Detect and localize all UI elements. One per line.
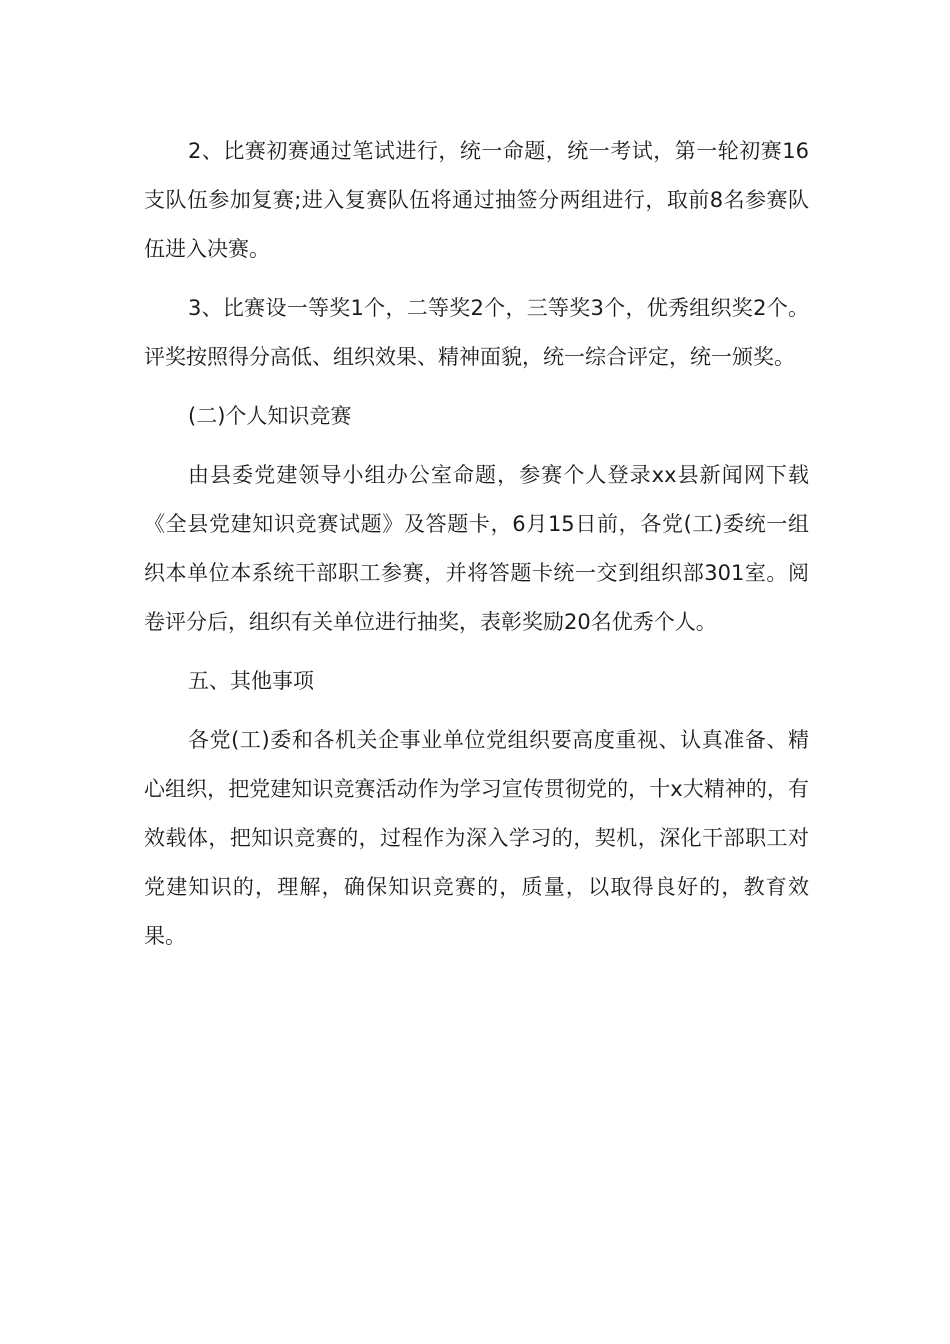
paragraph-individual-contest: 由县委党建领导小组办公室命题，参赛个人登录xx县新闻网下载《全县党建知识竞赛试题》及答题卡，6月15日前，各党(工)委统一组织本单位本系统干部职工参赛，并将答题卡统一交到组织部301室。阅卷评分后，组织有关单位进行抽奖，表彰奖励20名优秀个人。	[144, 463, 809, 634]
heading-individual-contest: (二)个人知识竞赛	[188, 404, 352, 428]
paragraph-other-matters: 各党(工)委和各机关企事业单位党组织要高度重视、认真准备、精心组织，把党建知识竞赛活动作为学习宣传贯彻党的，十x大精神的，有效载体，把知识竞赛的，过程作为深入学习的，契机，深化干部职工对党建知识的，理解，确保知识竞赛的，质量，以取得良好的，教育效果。	[144, 728, 809, 948]
paragraph-preliminary-round: 2、比赛初赛通过笔试进行，统一命题，统一考试，第一轮初赛16支队伍参加复赛;进入复赛队伍将通过抽签分两组进行，取前8名参赛队伍进入决赛。	[144, 139, 809, 261]
document-page	[144, 127, 809, 971]
heading-other-matters: 五、其他事项	[188, 669, 314, 693]
paragraph-awards: 3、比赛设一等奖1个，二等奖2个，三等奖3个，优秀组织奖2个。评奖按照得分高低、组织效果、精神面貌，统一综合评定，统一颁奖。	[144, 296, 809, 369]
